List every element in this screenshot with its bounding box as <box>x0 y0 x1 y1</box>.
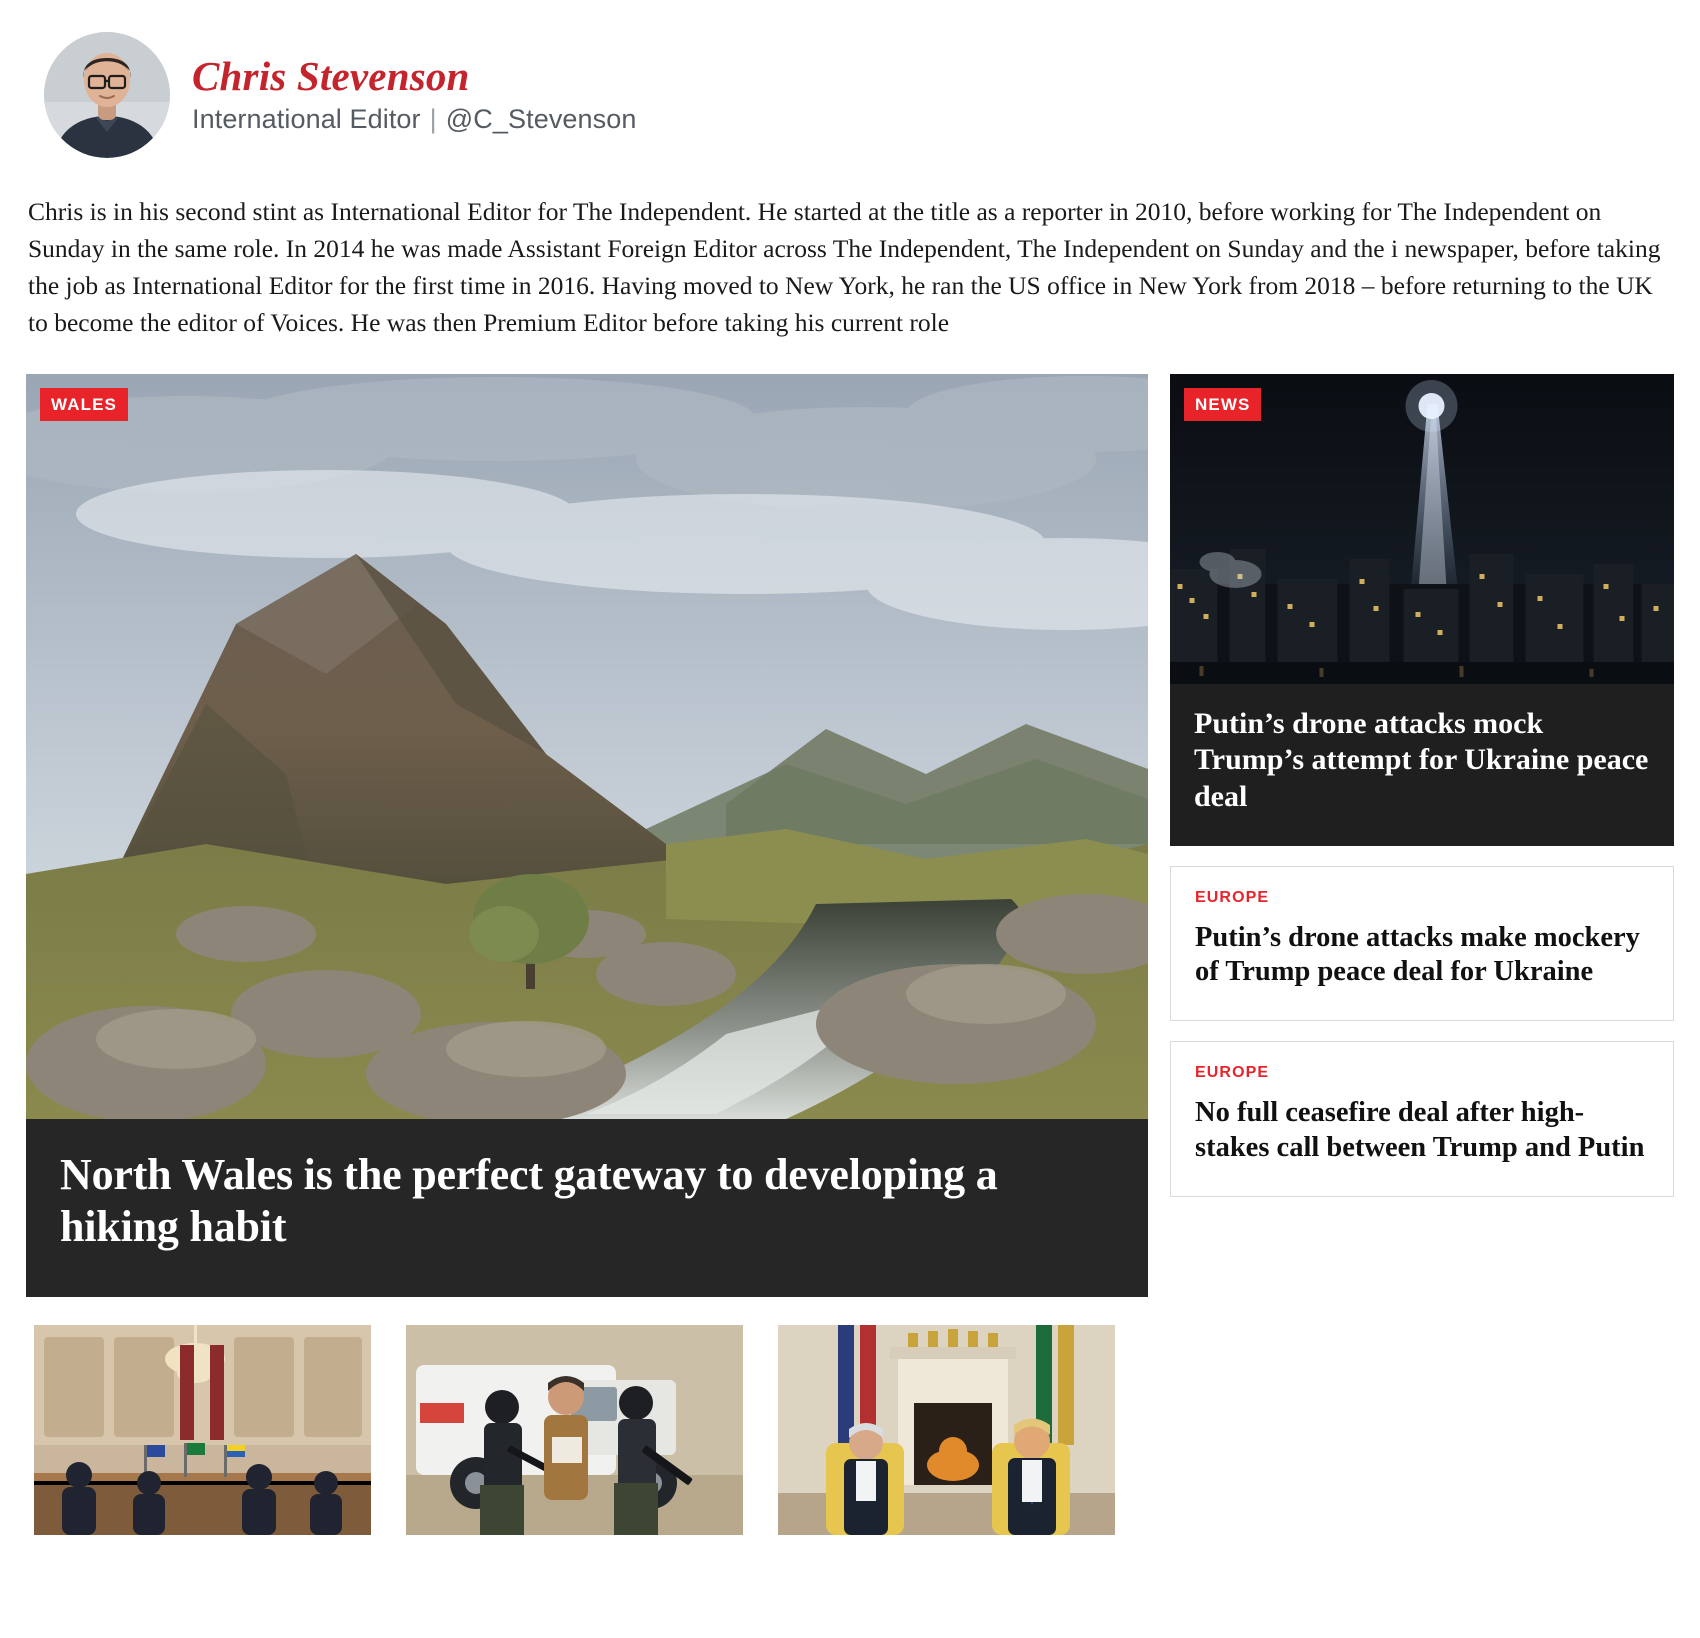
side-article-kicker-1: EUROPE <box>1195 888 1270 906</box>
side-hero-caption <box>1170 684 1674 846</box>
side-article-title-2[interactable]: No full ceasefire deal after high-stakes call between Trump and Putin <box>1195 1097 1645 1163</box>
articles-grid <box>26 374 1674 1297</box>
author-name: Chris Stevenson <box>192 52 470 99</box>
author-handle[interactable]: @C_Stevenson <box>445 104 637 135</box>
thumbnail-2[interactable] <box>406 1325 743 1535</box>
side-hero-kicker: NEWS <box>1184 388 1261 421</box>
lead-article-caption <box>26 1119 1148 1297</box>
avatar <box>44 32 170 158</box>
lead-article-card[interactable] <box>26 374 1148 1297</box>
lead-article-title[interactable]: North Wales is the perfect gateway to developing a hiking habit <box>60 1149 998 1251</box>
side-article-card-1[interactable] <box>1170 866 1674 1022</box>
lead-article-image <box>26 374 1148 1119</box>
meta-separator: | <box>429 104 437 135</box>
author-meta <box>192 104 636 135</box>
author-text <box>192 52 637 135</box>
side-column <box>1170 374 1674 1297</box>
thumbnail-row <box>26 1325 1674 1535</box>
side-hero-title[interactable]: Putin’s drone attacks mock Trump’s attempt for Ukraine peace deal <box>1194 706 1649 814</box>
author-header <box>26 26 1674 158</box>
thumbnail-1[interactable] <box>34 1325 371 1535</box>
side-article-card-2[interactable] <box>1170 1041 1674 1197</box>
author-bio: Chris is in his second stint as International Editor for The Independent. He started at the title as a reporter in 2010, before working for The Independent on Sunday in the same role. In 2014 he was made Assistant Foreign Editor across The Independent, The Independent on Sunday and the i newspaper, before taking the job as International Editor for the first time in 2016. Having moved to New York, he ran the US office in New York from 2018 – before returning to the UK to become the editor of Voices. He was then Premium Editor before taking his current role <box>28 197 1661 337</box>
author-role-label: International Editor <box>192 104 421 135</box>
side-hero-card[interactable] <box>1170 374 1674 846</box>
side-article-title-1[interactable]: Putin’s drone attacks make mockery of Trump peace deal for Ukraine <box>1195 921 1640 988</box>
lead-article-kicker: WALES <box>40 388 128 421</box>
thumbnail-3[interactable] <box>778 1325 1115 1535</box>
side-article-kicker-2: EUROPE <box>1195 1064 1270 1082</box>
